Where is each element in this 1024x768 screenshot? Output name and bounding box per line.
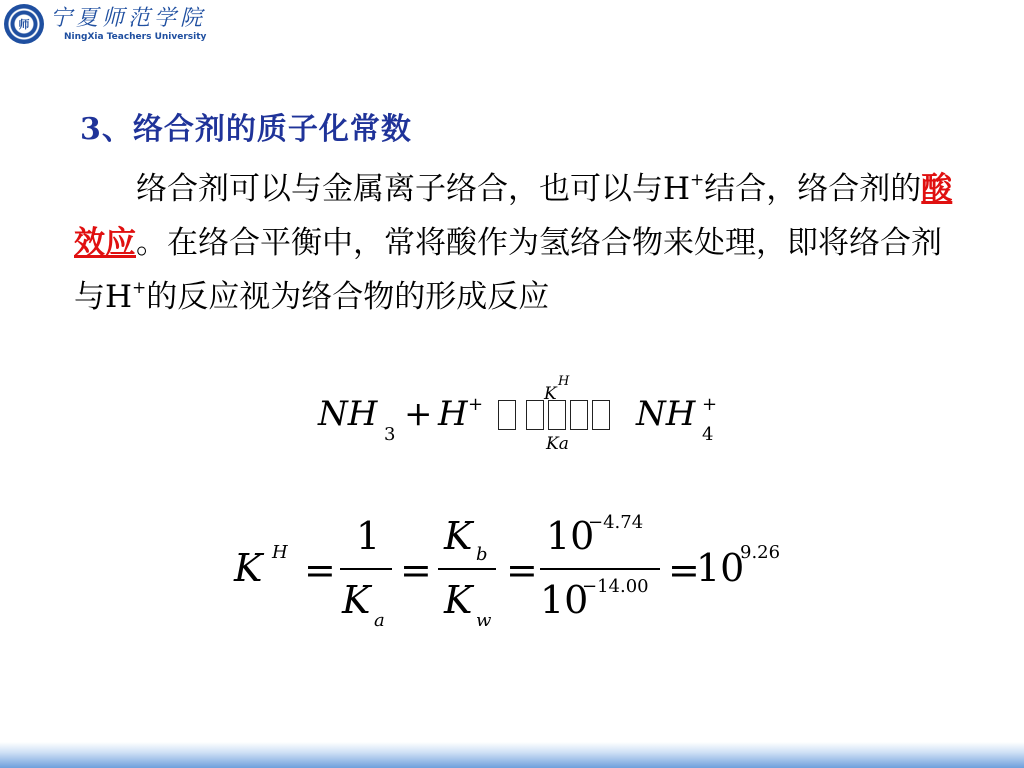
university-logo — [4, 2, 206, 46]
arrow-placeholder-box — [592, 400, 610, 430]
logo-text-en: NingXia Teachers University — [64, 31, 207, 42]
acid-effect-highlight: 酸效应 — [74, 171, 953, 261]
arrow-placeholder-box — [498, 400, 516, 430]
logo-text-cn: 宁夏师范学院 — [50, 5, 207, 31]
arrow-placeholder-box — [548, 400, 566, 430]
section-heading: 3、络合剂的质子化常数 — [80, 112, 412, 147]
fraction-bar — [540, 568, 660, 570]
kh-equation: K H = 1 K a = K b K w = 10 −4.74 10 −14.00 = 10 9.26 — [234, 512, 781, 631]
footer-gradient-bar — [0, 742, 1024, 768]
body-paragraph: 络合剂可以与金属离子络合，也可以与H+结合，络合剂的酸效应。在络合平衡中，常将酸作为氢络合物来处理，即将络合剂与H+的反应视为络合物的形成反应 — [74, 170, 953, 315]
fraction-bar — [340, 568, 392, 570]
fraction-bar — [438, 568, 496, 570]
arrow-placeholder-box — [526, 400, 544, 430]
arrow-placeholder-box — [570, 400, 588, 430]
university-seal-icon: 师 — [4, 4, 44, 44]
logo-text — [50, 6, 206, 43]
protonation-equation: NH 3 + H + K H Ka NH 4 + — [318, 374, 718, 454]
